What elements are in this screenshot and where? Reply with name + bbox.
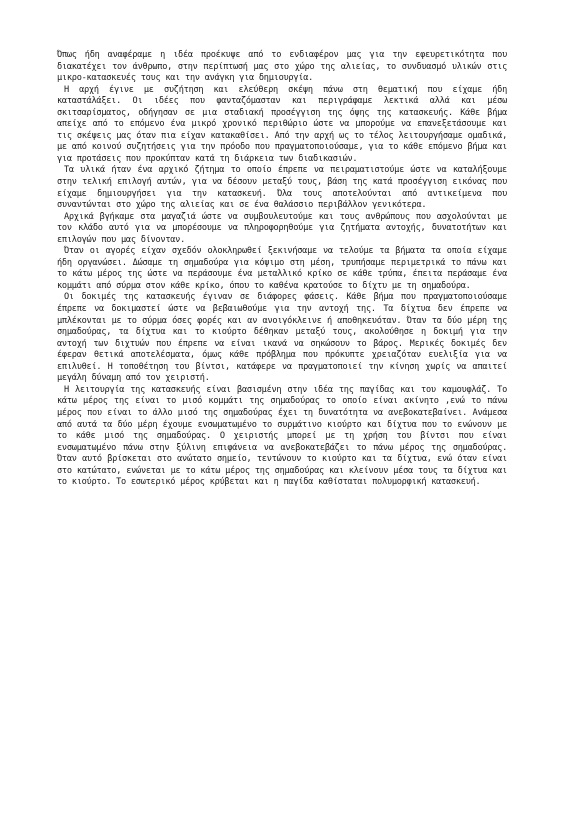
paragraph-steps: Όταν οι αγορές είχαν σχεδόν ολοκληρωθεί ξεκινήσαμε να τελούμε τα βήματα τα οποία είχαμε ήδη οργανώσει. Δώσαμε τη σημαδούρα για κόψιμο στη μέση, τρυπήσαμε περιμετρικά το πάνω και το κάτω μέρος της ώστε να περάσουμε ένα μεταλλικό κρίκο σε κάθε τρύπα, έπειτα περάσαμε ένα κομμάτι από σύρμα στον κάθε κρίκο, όπου το καθένα κρατούσε το δίχτυ με τη σημαδούρα.	[57, 246, 507, 291]
paragraph-intro: Όπως ήδη αναφέραμε η ιδέα προέκυψε από το ενδιαφέρον μας για την εφευρετικότητα που διακατέχει τον άνθρωπο, στην περίπτωσή μας στο χώρο της αλιείας, το συνδυασμό υλικών στις μικρο-κατασκευές τους και την ανάγκη για δημιουργία.	[57, 50, 507, 84]
paragraph-shops: Αρχικά βγήκαμε στα μαγαζιά ώστε να συμβουλευτούμε και τους ανθρώπους που ασχολούνται με τον κλάδο αυτό για να μπορέσουμε να πληροφορηθούμε για ζητήματα αντοχής, δυνατοτήτων και επιλογών που μας δίνονταν.	[57, 211, 507, 245]
paragraph-process: Η αρχή έγινε με συζήτηση και ελεύθερη σκέψη πάνω στη θεματική που είχαμε ήδη καταστάλάξει. Οι ιδέες που φανταζόμασταν και περιγράφαμε λεκτικά αλλά και μέσω σκιτσαρίσματος, οδήγησαν σε μια σταδιακή προσέγγιση της όψης της κατασκευής. Κάθε βήμα απείχε από το επόμενο ένα μικρό χρονικό περιθώριο ώστε να μπορούμε να επανεξετάσουμε και τις σκέψεις μας όταν πια είχαν κατακαθίσει. Από την αρχή ως το τέλος λειτουργήσαμε ομαδικά, με από κοινού συζητήσεις για την πρόοδο που πραγματοποιούσαμε, για το κάθε επόμενο βήμα και για προτάσεις που προκύπταν κατά τη διάρκεια των διαδικασιών.	[57, 84, 507, 164]
paragraph-tests: Οι δοκιμές της κατασκευής έγιναν σε διάφορες φάσεις. Κάθε βήμα που πραγματοποιούσαμε έπρεπε να δοκιμαστεί ώστε να βεβαιωθούμε για την αντοχή της. Τα δίχτυα δεν έπρεπε να μπλέκονται με το σύρμα όσες φορές και αν ανοιγόκλεινε ή αποθηκευόταν. Όταν τα δύο μέρη της σημαδούρας, τα δίχτυα και το κιούρτο δέθηκαν μεταξύ τους, ακολούθησε η δοκιμή για την αντοχή των διχτυών που έπρεπε να είναι ικανά να σηκώσουν το βάρος. Μερικές δοκιμές δεν έφεραν θετικά αποτελέσματα, όμως κάθε πρόβλημα που πρόκυπτε χρειαζόταν ευελιξία για να επιλυθεί. Η τοποθέτηση του βίντσι, κατάφερε να πραγματοποιεί την κίνηση χωρίς να απαιτεί μεγάλη δύναμη από τον χειριστή.	[57, 292, 507, 384]
body-text	[57, 50, 507, 489]
paragraph-materials: Τα υλικά ήταν ένα αρχικό ζήτημα το οποίο έπρεπε να πειραματιστούμε ώστε να καταλήξουμε στην τελική επιλογή αυτών, για να δέσουν μεταξύ τους, βάση της κατά προσέγγιση εικόνας που είχαμε δημιουργήσει για την κατασκευή. Όλα τους αποτελούνται από αντικείμενα που συναντώνται στο χώρο της αλιείας και σε ένα θαλάσσιο περιβάλλον γενικότερα.	[57, 165, 507, 211]
paragraph-function: Η λειτουργία της κατασκευής είναι βασισμένη στην ιδέα της παγίδας και του καμουφλάζ. Το κάτω μέρος της είναι το μισό κομμάτι της σημαδούρας το οποίο είναι ακίνητο ,ενώ το πάνω μέρος που είναι το άλλο μισό της σημαδούρας έχει τη δυνατότητα να ανεβοκατεβαίνει. Ανάμεσα από αυτά τα δύο μέρη έχουμε ενσωματωμένο το συρμάτινο κιούρτο και δίχτυα που το ενώνουν με το κάθε μισό της σημαδούρας. Ο χειριστής μπορεί με τη χρήση του βίντσι που είναι ενσωματωμένο πάνω στην ξύλινη επιφάνεια να ανεβοκατεβάζει το πάνω μέρος της σημαδούρας. Όταν αυτό βρίσκεται στο ανώτατο σημείο, τεντώνουν το κιούρτο και τα δίχτυα, ενώ όταν είναι στο κατώτατο, ενώνεται με το κάτω μέρος της σημαδούρας και κλείνουν μέσα τους τα δίχτυα και το κιούρτο. Το εσωτερικό μέρος κρύβεται και η παγίδα καθίσταται πολυμορφική κατασκευή.	[57, 384, 507, 488]
